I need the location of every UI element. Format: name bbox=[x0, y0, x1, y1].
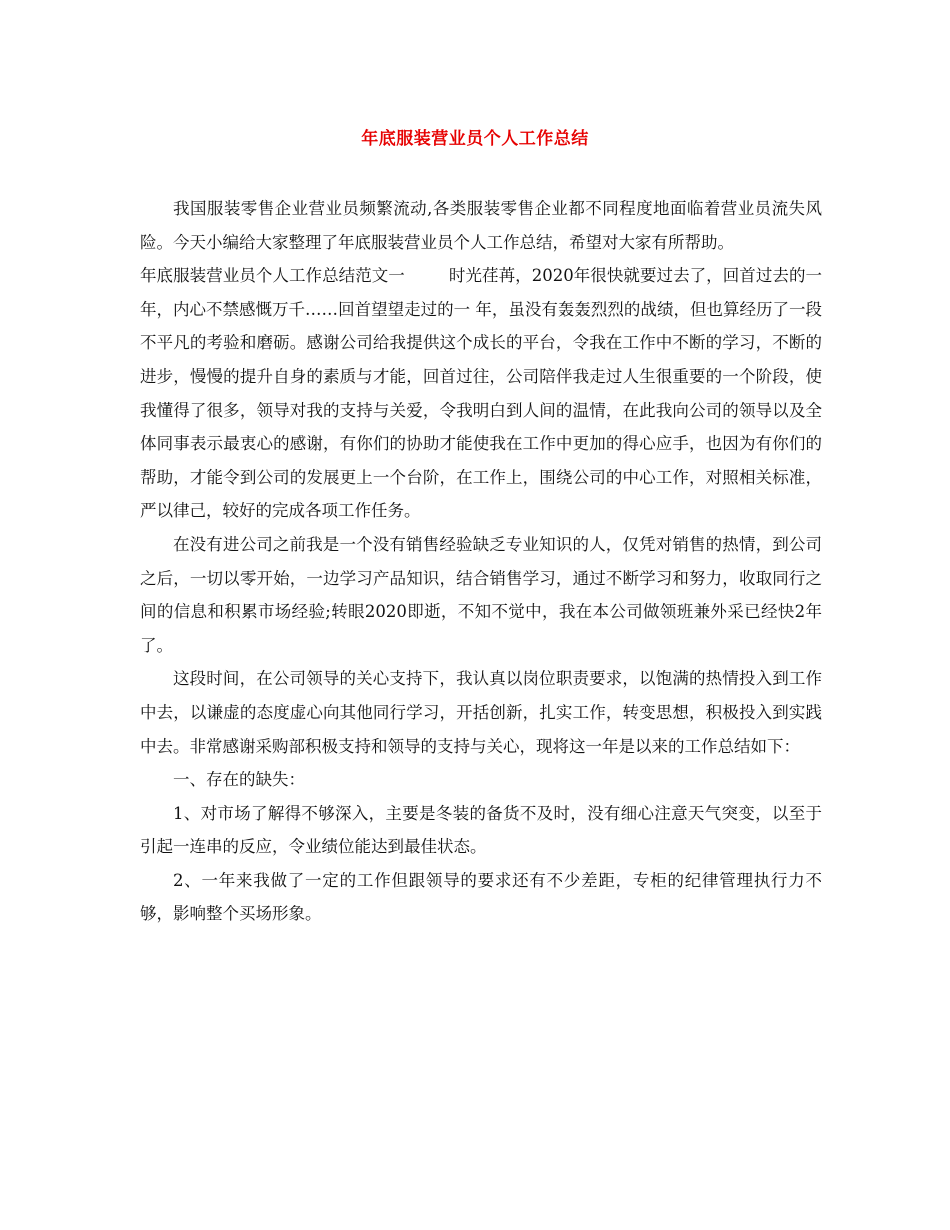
paragraph-3: 这段时间，在公司领导的关心支持下，我认真以岗位职责要求，以饱满的热情投入到工作中去，以谦虚的态度虚心向其他同行学习，开括创新，扎实工作，转变思想，积极投入到实践中去。非常感谢采购部积极支持和领导的支持与关心，现将这一年是以来的工作总结如下： bbox=[140, 669, 822, 756]
paragraph-2: 在没有进公司之前我是一个没有销售经验缺乏专业知识的人，仅凭对销售的热情，到公司之后，一切以零开始，一边学习产品知识，结合销售学习，通过不断学习和努力，收取同行之间的信息和积累市场经验;转眼2020即逝，不知不觉中，我在本公司做领班兼外采已经快2年了。 bbox=[140, 534, 822, 655]
paragraph-6: 2、一年来我做了一定的工作但跟领导的要求还有不少差距，专柜的纪律管理执行力不够，影响整个买场形象。 bbox=[140, 870, 822, 924]
section-heading: 年底服装营业员个人工作总结范文一 bbox=[140, 266, 405, 286]
paragraph-5: 1、对市场了解得不够深入，主要是冬装的备货不及时，没有细心注意天气突变，以至于引起一连串的反应，令业绩位能达到最佳状态。 bbox=[140, 803, 822, 857]
document-title: 年底服装营业员个人工作总结 bbox=[361, 129, 589, 149]
paragraph-4: 一、存在的缺失： bbox=[173, 770, 305, 790]
paragraph-intro: 我国服装零售企业营业员频繁流动,各类服装零售企业都不同程度地面临着营业员流失风险。今天小编给大家整理了年底服装营业员个人工作总结，希望对大家有所帮助。 bbox=[140, 199, 822, 252]
paragraph-1: 时光荏苒，2020年很快就要过去了，回首过去的一年，内心不禁感慨万千……回首望望走过的一 年，虽没有轰轰烈烈的战绩，但也算经历了一段不平凡的考验和磨砺。感谢公司给我提供这个成长的平台，令我在工作中不断的学习，不断的进步，慢慢的提升自身的素质与才能，回首过往，公司陪伴我走过人生很重要的一个阶段，使我懂得了很多，领导对我的支持与关爱，令我明白到人间的温情，在此我向公司的领导以及全体同事表示最衷心的感谢，有你们的协助才能使我在工作中更加的得心应手，也因为有你们的帮助，才能令到公司的发展更上一个台阶，在工作上，围绕公司的中心工作，对照相关标准，严以律己，较好的完成各项工作任务。 bbox=[140, 266, 823, 521]
paragraph-section-1 bbox=[140, 259, 822, 528]
document-body bbox=[140, 192, 822, 931]
